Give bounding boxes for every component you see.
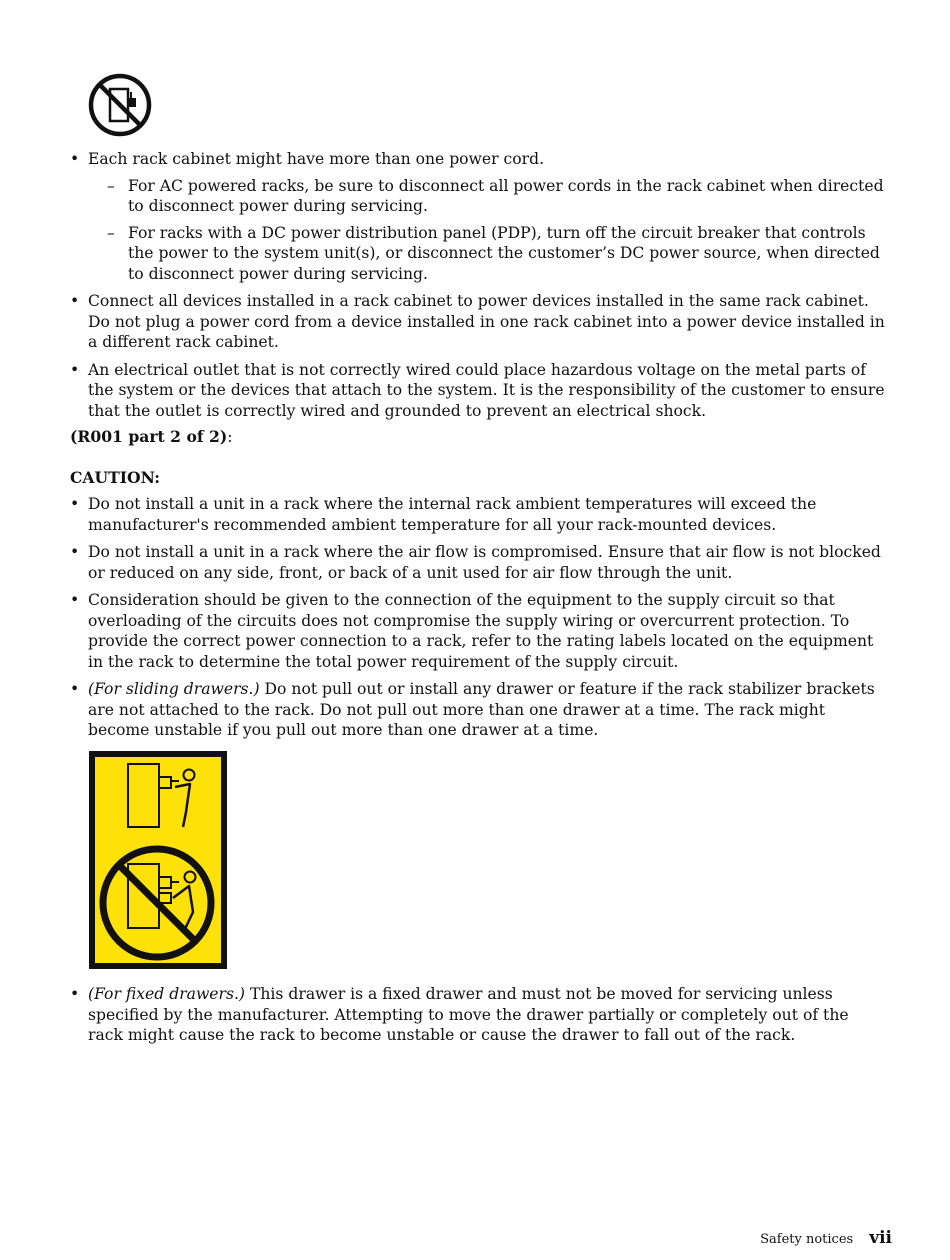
sliding-drawers-text: Do not pull out or install any drawer or feature if the rack stabilizer brackets are not attached to the rack. Do not pull out more than one drawer at a time. The rack might become unstable if you pull out more than one drawer at a time.: [88, 680, 875, 739]
bullet-marker: •: [70, 292, 80, 310]
bullet-marker: •: [70, 543, 80, 561]
dash-marker: –: [107, 176, 115, 195]
sliding-drawers-lead: (For sliding drawers.): [88, 680, 260, 698]
notice-id-text: (R001 part 2 of 2): [70, 427, 228, 446]
bullet-marker: •: [70, 591, 80, 609]
sub-list-item-text: For AC powered racks, be sure to disconnect all power cords in the rack cabinet when directed to disconnect power during servicing.: [128, 176, 884, 215]
list-item-text: Connect all devices installed in a rack cabinet to power devices installed in the same rack cabinet. Do not plug a power cord from a device installed in one rack cabinet into a power device installed in a different rack cabinet.: [88, 292, 885, 351]
power-cord-guidance: [70, 149, 885, 428]
bullet-marker: •: [70, 680, 80, 698]
list-item: [70, 679, 885, 741]
caution-heading: CAUTION:: [70, 468, 161, 487]
page-number: vii: [869, 1228, 892, 1248]
list-item-text: An electrical outlet that is not correctly wired could place hazardous voltage on the metal parts of the system or the devices that attach to the system. It is the responsibility of the customer to ensure that the outlet is correctly wired and grounded to prevent an electrical shock.: [88, 360, 885, 420]
notice-id: [70, 427, 232, 448]
list-item-text: Each rack cabinet might have more than one power cord.: [88, 150, 545, 168]
footer-section-title: Safety notices: [760, 1232, 854, 1247]
page-footer: [760, 1228, 892, 1248]
list-item: [70, 291, 885, 353]
sub-list-item: [88, 223, 885, 285]
fixed-drawers-text: This drawer is a fixed drawer and must not be moved for servicing unless specified by the manufacturer. Attempting to move the drawer partially or completely out of the rack might cause the rack to become unstable or cause the drawer to fall out of the rack.: [88, 985, 849, 1044]
list-item: [70, 360, 885, 422]
list-item-text: Do not install a unit in a rack where the air flow is compromised. Ensure that air flow is not blocked or reduced on any side, front, or back of a unit used for air flow through the unit.: [88, 543, 881, 582]
list-item: [70, 494, 885, 535]
bullet-marker: •: [70, 985, 80, 1003]
sub-list-item-text: For racks with a DC power distribution panel (PDP), turn off the circuit breaker that controls the power to the system unit(s), or disconnect the customer’s DC power source, when directed to disconnect power during servicing.: [128, 223, 880, 283]
fixed-drawers-list: [70, 984, 885, 1053]
list-item: [70, 149, 885, 284]
drawer-stability-warning-label-icon: [89, 751, 227, 969]
bullet-marker: •: [70, 495, 80, 513]
list-item-text: Do not install a unit in a rack where the internal rack ambient temperatures will exceed the manufacturer's recommended ambient temperature for all your rack-mounted devices.: [88, 495, 817, 534]
no-power-cord-symbol-icon: [87, 72, 153, 138]
bullet-marker: •: [70, 360, 80, 379]
fixed-drawers-lead: (For fixed drawers.): [88, 985, 246, 1003]
list-item: [70, 542, 885, 583]
notice-id-colon: :: [227, 428, 233, 446]
caution-list: [70, 494, 885, 748]
list-item: [70, 984, 885, 1046]
dash-marker: –: [107, 223, 115, 242]
sub-list-item: [88, 176, 885, 217]
bullet-marker: •: [70, 150, 80, 168]
list-item: [70, 590, 885, 672]
list-item-text: Consideration should be given to the connection of the equipment to the supply circuit so that overloading of the circuits does not compromise the supply wiring or overcurrent protection. To provide the correct power connection to a rack, refer to the rating labels located on the equipment in the rack to determine the total power requirement of the supply circuit.: [88, 591, 874, 671]
